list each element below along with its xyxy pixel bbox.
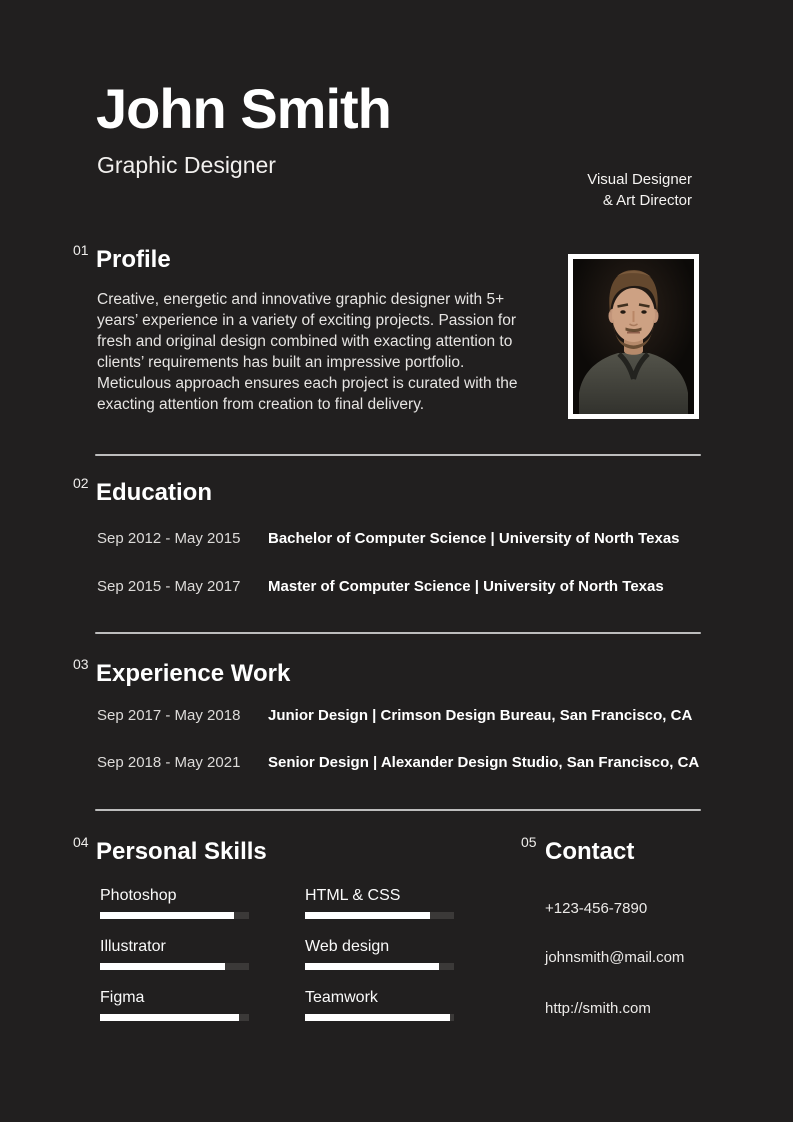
skills-section-title: Personal Skills [96, 838, 267, 865]
skill-bar-fill [305, 963, 439, 970]
experience-description: Senior Design | Alexander Design Studio, San Francisco, CA [268, 754, 700, 771]
education-row [97, 530, 717, 548]
skill-bar-fill [100, 912, 234, 919]
skill-bar-track [100, 912, 249, 919]
education-dates: Sep 2012 - May 2015 [97, 530, 241, 547]
experience-dates: Sep 2018 - May 2021 [97, 754, 241, 771]
education-section-title: Education [96, 479, 213, 506]
skill-bar-track [100, 1014, 249, 1021]
divider-line [95, 809, 701, 811]
skill-bar-fill [100, 1014, 239, 1021]
profile-section-number: 01 [73, 242, 89, 258]
skill-bar-fill [305, 912, 430, 919]
experience-dates: Sep 2017 - May 2018 [97, 707, 241, 724]
experience-description: Junior Design | Crimson Design Bureau, San Francisco, CA [268, 707, 693, 724]
tagline-line-1: Visual Designer [587, 171, 692, 188]
education-dates: Sep 2015 - May 2017 [97, 578, 241, 595]
experience-section-number: 03 [73, 656, 89, 672]
person-tagline [587, 169, 692, 211]
experience-section-title: Experience Work [96, 660, 291, 687]
skill-bar-track [305, 912, 454, 919]
experience-row [97, 754, 717, 772]
tagline-line-2: & Art Director [602, 192, 692, 209]
skill-item [100, 938, 249, 970]
skill-bar-track [305, 963, 454, 970]
divider-line [95, 632, 701, 634]
education-row [97, 578, 717, 596]
skill-item [100, 887, 249, 919]
skill-item [305, 989, 454, 1021]
skill-bar-track [100, 963, 249, 970]
contact-email: johnsmith@mail.com [545, 949, 685, 966]
profile-section-title: Profile [96, 246, 171, 273]
experience-row [97, 707, 717, 725]
education-section-number: 02 [73, 475, 89, 491]
divider-line [95, 454, 701, 456]
skill-label: Teamwork [305, 989, 378, 1006]
skill-label: Figma [100, 989, 145, 1006]
education-description: Bachelor of Computer Science | University of North Texas [268, 530, 680, 547]
contact-website: http://smith.com [545, 1000, 651, 1017]
skill-label: HTML & CSS [305, 887, 401, 904]
skill-label: Web design [305, 938, 390, 955]
skill-bar-track [305, 1014, 454, 1021]
skill-label: Illustrator [100, 938, 166, 955]
portrait-photo-graphic [573, 259, 694, 414]
profile-summary-text: Creative, energetic and innovative graphic designer with 5+ years’ experience in a variety of exciting projects. Passion for fresh and original design combined with exacting attention to clients’ requirements has built an impressive portfolio. Meticulous approach ensures each project is curated with the exacting attention from creation to final delivery. [97, 291, 518, 413]
skill-item [305, 887, 454, 919]
skill-item [305, 938, 454, 970]
portrait-photo [568, 254, 699, 419]
skill-item [100, 989, 249, 1021]
contact-phone: +123-456-7890 [545, 900, 648, 917]
contact-section-number: 05 [521, 834, 537, 850]
skill-label: Photoshop [100, 887, 177, 904]
person-name: John Smith [96, 77, 391, 140]
skill-bar-fill [100, 963, 225, 970]
skills-section-number: 04 [73, 834, 89, 850]
contact-section-title: Contact [545, 838, 635, 865]
skill-bar-fill [305, 1014, 450, 1021]
education-description: Master of Computer Science | University of North Texas [268, 578, 664, 595]
person-job-title: Graphic Designer [97, 152, 276, 178]
